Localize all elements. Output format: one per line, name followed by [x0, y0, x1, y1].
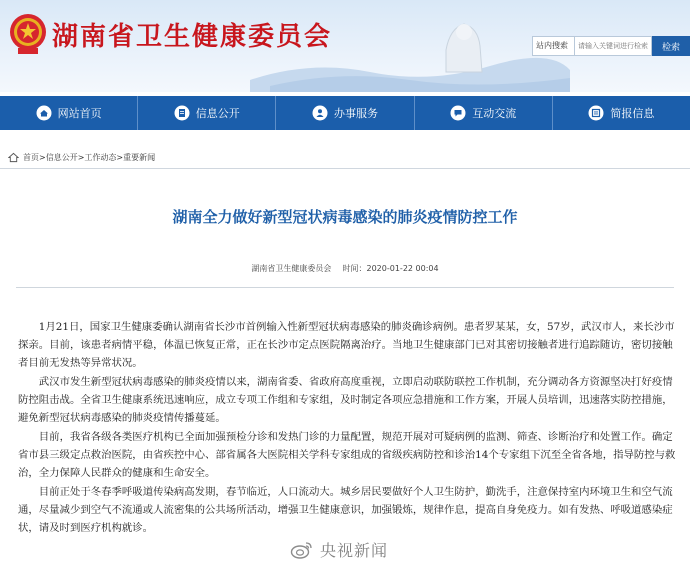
site-search	[532, 36, 690, 56]
nav-item-label: 互动交流	[472, 107, 517, 120]
nav-item-services[interactable]	[276, 96, 414, 130]
watermark-text: 央视新闻	[320, 541, 389, 560]
weibo-watermark	[290, 538, 388, 561]
nav-item-label: 办事服务	[334, 107, 378, 120]
breadcrumb-trail[interactable]: 首页>信息公开>工作动态>重要新闻	[23, 153, 156, 162]
site-header	[0, 0, 690, 92]
article-paragraph: 目前，我省各级各类医疗机构已全面加强预检分诊和发热门诊的力量配置，规范开展对可疑病例的监测、筛查、诊断治疗和处置工作。确定省市县三级定点救治医院，由省疾控中心、部省属各大医院相关学科专家组成的省级疾病防控和诊治14个专家组下沉至全省各地，指导防控与救治，全力保障人民群众的健康和生命安全。	[18, 431, 676, 479]
article-title: 湖南全力做好新型冠状病毒感染的肺炎疫情防控工作	[172, 208, 518, 226]
breadcrumb	[8, 152, 155, 163]
nav-item-interaction[interactable]	[415, 96, 553, 130]
site-title[interactable]: 湖南省卫生健康委员会	[52, 22, 333, 52]
national-emblem-icon	[8, 12, 48, 56]
weibo-logo-icon	[290, 540, 314, 560]
search-button[interactable]: 检索	[652, 36, 690, 56]
search-input[interactable]	[574, 36, 652, 56]
user-service-icon	[312, 105, 328, 121]
nav-item-newsletter[interactable]	[553, 96, 690, 130]
nav-item-info-disclosure[interactable]	[138, 96, 276, 130]
divider	[16, 287, 674, 288]
search-label: 站内搜索	[532, 36, 574, 56]
newsletter-icon	[588, 105, 604, 121]
chat-icon	[450, 105, 466, 121]
article-source: 湖南省卫生健康委员会	[251, 264, 332, 273]
header-landscape-decoration	[250, 10, 570, 92]
article-time-label: 时间：	[342, 264, 367, 273]
home-icon	[36, 105, 52, 121]
nav-item-home[interactable]	[0, 96, 138, 130]
article-paragraph: 目前正处于冬春季呼吸道传染病高发期，春节临近，人口流动大。城乡居民要做好个人卫生防护，勤洗手，注意保持室内环境卫生和空气流通，尽量减少到空气不流通或人流密集的公共场所活动，增强卫生健康意识，加强锻炼，规律作息，提高自身免疫力。如有发热、呼吸道感染症状，请及时到医疗机构就诊。	[18, 486, 673, 534]
article-meta	[0, 263, 690, 274]
article-body	[18, 318, 676, 538]
nav-item-label: 信息公开	[195, 107, 240, 120]
nav-item-label: 简报信息	[610, 107, 655, 120]
nav-item-label: 网站首页	[57, 107, 102, 120]
document-icon	[174, 105, 190, 121]
home-icon	[8, 152, 19, 163]
article-paragraph: 1月21日，国家卫生健康委确认湖南省长沙市首例输入性新型冠状病毒感染的肺炎确诊病例。患者罗某某，女，57岁，武汉市人，来长沙市探亲。目前，该患者病情平稳，体温已恢复正常，正在长沙市定点医院隔离治疗。当地卫生健康部门已对其密切接触者进行追踪随访，密切接触者目前无发热等异常状况。	[18, 321, 675, 369]
main-navigation	[0, 96, 690, 130]
divider	[0, 168, 690, 169]
article-time: 2020-01-22 00:04	[366, 264, 439, 273]
article-paragraph: 武汉市发生新型冠状病毒感染的肺炎疫情以来，湖南省委、省政府高度重视，立即启动联防联控工作机制，充分调动各方资源坚决打好疫情防控阻击战。全省卫生健康系统迅速响应，成立专项工作组和专家组，及时制定各项应急措施和工作方案，开展人员培训，迅速落实防控措施，避免新型冠状病毒感染的肺炎疫情传播蔓延。	[18, 376, 673, 424]
